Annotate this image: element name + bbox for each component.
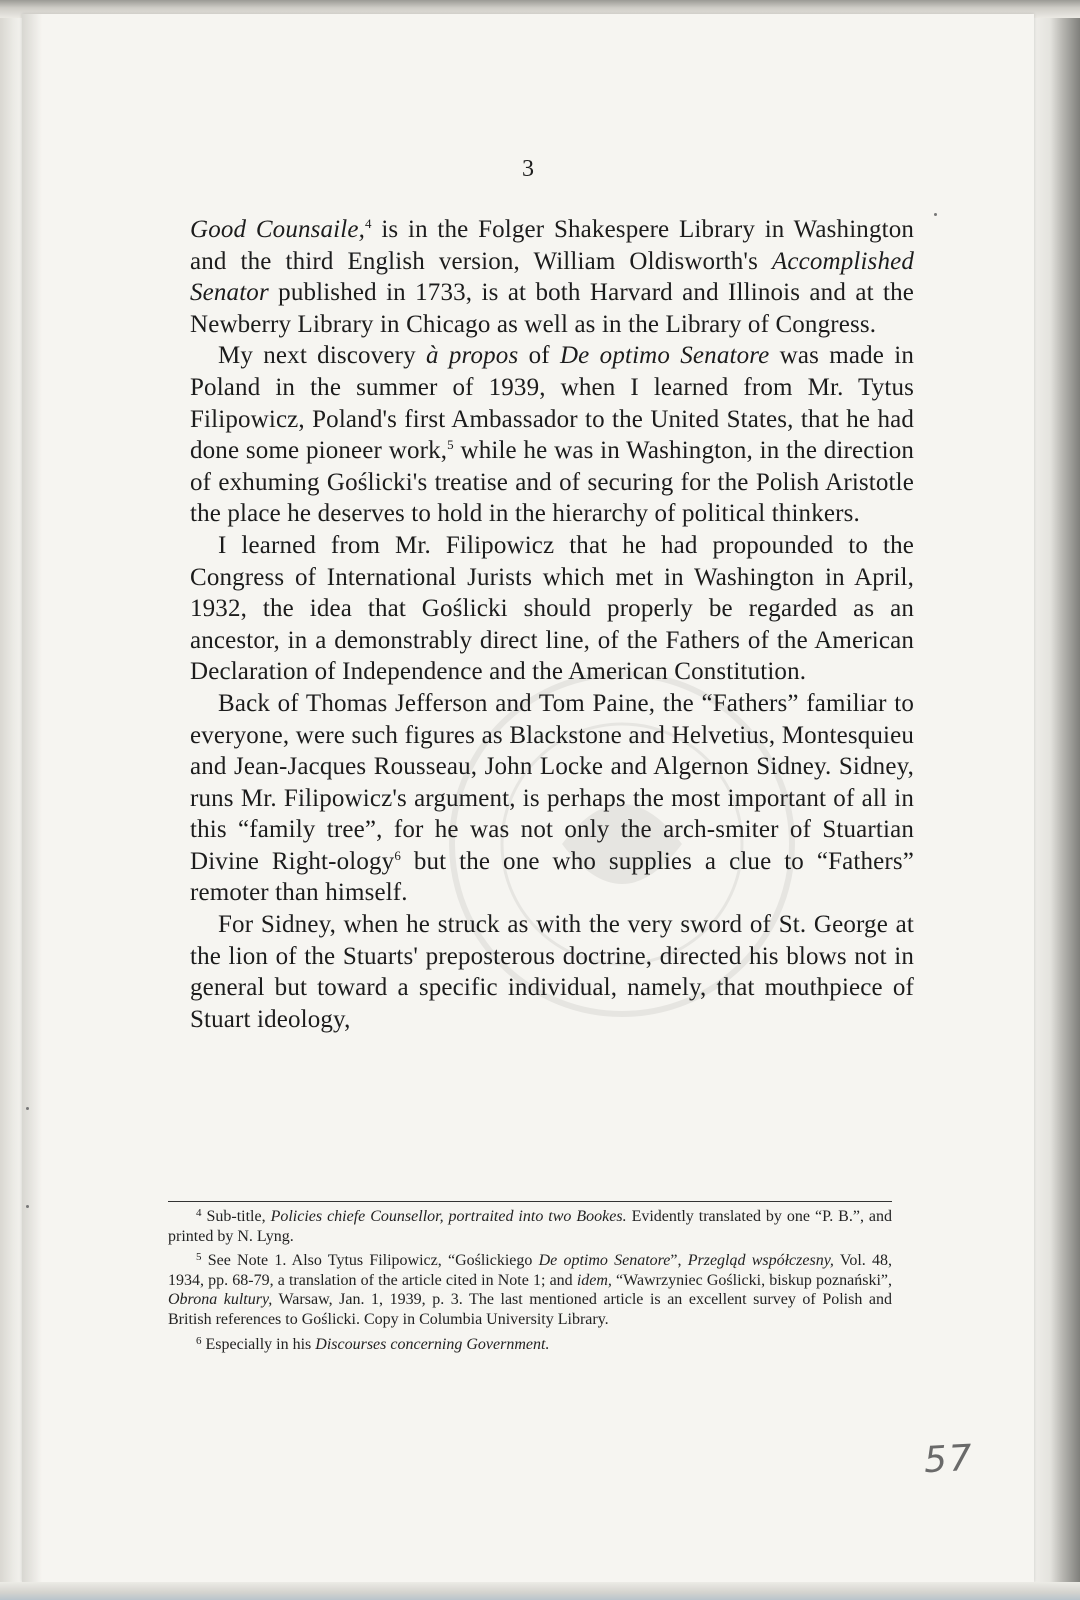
footnote: [168, 1207, 892, 1246]
italic-text: Discourses concerning Government.: [315, 1335, 550, 1353]
paragraph: [190, 909, 914, 1035]
paragraph: [190, 340, 914, 530]
text-run: My next discovery: [218, 342, 426, 370]
text-run: but the one who supplies a clue to “Fathers” remoter than himself.: [190, 847, 914, 907]
scan-bottom-edge: [0, 1582, 1080, 1600]
footnote-rule: [168, 1201, 892, 1202]
text-run: See Note 1. Also Tytus Filipowicz, “Goślickiego: [201, 1252, 539, 1270]
footnotes: [168, 1207, 892, 1359]
body-text: [190, 214, 914, 1035]
footnote-ref: 5: [447, 437, 454, 453]
gutter-shadow: [22, 14, 42, 1582]
paragraph: [190, 214, 914, 340]
italic-text: De optimo Senatore: [538, 1252, 671, 1270]
text-run: published in 1733, is at both Harvard and Illinois and at the Newberry Library in Chicago as well as in the Library of Congress.: [190, 279, 914, 338]
page-number: 3: [522, 156, 534, 182]
text-run: I learned from Mr. Filipowicz that he had propounded to the Congress of International Jurists which met in Washington in April, 1932, the idea that Goślicki should properly be regarded as an ancestor, in a demonstrably direct line, of the Fathers of the American Declaration of Independence and the American Constitution.: [190, 531, 914, 686]
text-run: while he was in Washington, in the direction of exhuming Goślicki's treatise and of securing for the Polish Aristotle the place he deserves to hold in the hierarchy of political thinkers.: [190, 437, 914, 528]
text-run: Especially in his: [201, 1335, 316, 1353]
text-run: Back of Thomas Jefferson and Tom Paine, the “Fathers” familiar to everyone, were such figures as Blackstone and Helvetius, Montesquieu and Jean-Jacques Rousseau, John Locke and Algernon Sidney. Sidney, runs Mr. Filipowicz's argument, is perhaps the most important of all in this “family tree”, for he was not only the arch-smiter of Stuartian Divine Right-ology: [190, 689, 914, 875]
footnote: [168, 1251, 892, 1329]
scan-speck: [26, 1205, 29, 1208]
paragraph: [190, 530, 914, 688]
italic-text: Przegląd współczesny,: [687, 1252, 834, 1270]
handwritten-note: 57: [922, 1437, 975, 1482]
footnote-ref: 5: [196, 1251, 202, 1264]
text-run: Vol. 48, 1934, pp. 68-79, a translation of the article cited in Note 1; and: [168, 1252, 892, 1289]
text-run: of: [518, 342, 560, 370]
italic-text: Accomplished Senator: [190, 247, 914, 307]
text-run: Evidently translated by one “P. B.”, and printed by N. Lyng.: [168, 1208, 893, 1245]
footnote-ref: 4: [196, 1207, 202, 1219]
text-run: Warsaw, Jan. 1, 1939, p. 3. The last mentioned article is an excellent survey of Polish and British references to Goślicki. Copy in Columbia University Library.: [168, 1291, 893, 1328]
italic-text: De optimo Senatore: [559, 342, 770, 370]
italic-text: à propos: [425, 342, 519, 370]
scan-speck: [26, 1107, 29, 1110]
italic-text: idem,: [576, 1271, 612, 1289]
italic-text: Policies chiefe Counsellor, portraited into two Bookes.: [270, 1208, 627, 1225]
paragraph: [190, 688, 914, 909]
text-run: was made in Poland in the summer of 1939, when I learned from Mr. Tytus Filipowicz, Poland's first Ambassador to the United States, that he had done some pioneer work,: [190, 342, 914, 465]
italic-text: Obrona kultury,: [168, 1291, 273, 1309]
text-run: Sub-title,: [201, 1208, 271, 1225]
italic-text: Good Counsaile,: [190, 216, 365, 243]
scan-speck: [934, 213, 937, 216]
footnote-ref: 6: [196, 1334, 202, 1347]
text-run: ”,: [670, 1252, 688, 1270]
footnote-ref: 6: [394, 847, 401, 863]
text-run: For Sidney, when he struck as with the very sword of St. George at the lion of the Stuarts' preposterous doctrine, directed his blows not in general but toward a specific individual, namely, that mouthpiece of Stuart ideology,: [190, 911, 914, 1033]
footnote: [168, 1335, 892, 1355]
footnote-ref: 4: [364, 216, 372, 231]
text-run: “Wawrzyniec Goślicki, biskup poznański”,: [611, 1271, 893, 1289]
text-run: is in the Folger Shakespere Library in Washington and the third English version, William Oldisworth's: [190, 216, 914, 275]
